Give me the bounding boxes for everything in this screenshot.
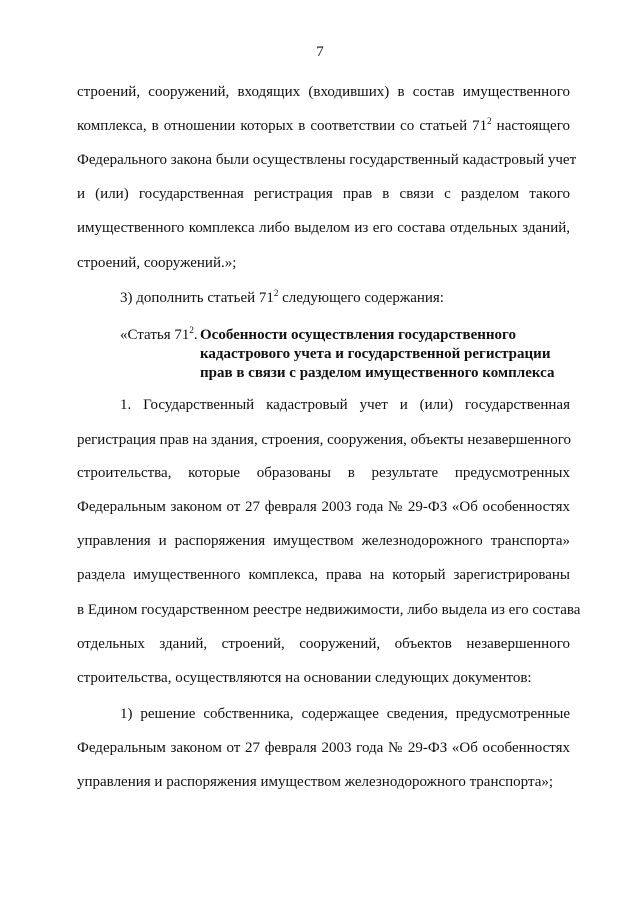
superscript: 2 xyxy=(487,116,492,126)
amendment-item xyxy=(120,288,570,308)
text-line: раздела имущественного комплекса, права на который зарегистрированы xyxy=(77,567,570,583)
article-title-line: Особенности осуществления государственного xyxy=(200,327,516,343)
article-title-line: прав в связи с разделом имущественного комплекса xyxy=(200,365,555,381)
superscript: 2 xyxy=(273,288,279,298)
text-line: Федеральным законом от 27 февраля 2003 года № 29-ФЗ «Об особенностях xyxy=(77,740,570,756)
text-line xyxy=(77,116,570,136)
text-line: регистрация прав на здания, строения, сооружения, объекты незавершенного xyxy=(77,432,571,448)
text-line: Федеральным законом от 27 февраля 2003 года № 29-ФЗ «Об особенностях xyxy=(77,499,570,515)
text-line: строительства, осуществляются на основании следующих документов: xyxy=(77,670,532,686)
text-line: 1. Государственный кадастровый учет и (или) государственная xyxy=(120,397,570,413)
text-line: и (или) государственная регистрация прав в связи с разделом такого xyxy=(77,186,570,202)
amendment-tail: следующего содержания: xyxy=(278,290,444,306)
text-line: строений, сооружений, входящих (входивших) в состав имущественного xyxy=(77,84,570,100)
superscript: 2 xyxy=(189,325,194,335)
text-line: управления и распоряжения имуществом железнодорожного транспорта» xyxy=(77,533,570,549)
article-title-line: кадастрового учета и государственной регистрации xyxy=(200,346,551,362)
page-number: 7 xyxy=(316,44,324,60)
article-title xyxy=(200,326,554,383)
article-label-dot: . xyxy=(193,327,198,343)
article-label-text: «Статья 71 xyxy=(120,327,190,343)
text-line: отдельных зданий, строений, сооружений, объектов незавершенного xyxy=(77,636,570,652)
text-line-end: настоящего xyxy=(491,118,570,134)
text-line: имущественного комплекса либо выделом из его состава отдельных зданий, xyxy=(77,220,570,236)
text-line: управления и распоряжения имуществом железнодорожного транспорта»; xyxy=(77,774,554,790)
text-line: строений, сооружений.»; xyxy=(77,255,237,271)
text-line: 1) решение собственника, содержащее сведения, предусмотренные xyxy=(120,706,570,722)
text-line: строительства, которые образованы в результате предусмотренных xyxy=(77,465,570,481)
text-line: Федерального закона были осуществлены государственный кадастровый учет xyxy=(77,152,577,168)
amendment-text: 3) дополнить статьей 71 xyxy=(120,290,274,306)
text-line: в Едином государственном реестре недвижимости, либо выдела из его состава xyxy=(77,602,581,618)
article-label xyxy=(120,326,198,345)
text-line-start: комплекса, в отношении которых в соответствии со статьей 71 xyxy=(77,118,488,134)
